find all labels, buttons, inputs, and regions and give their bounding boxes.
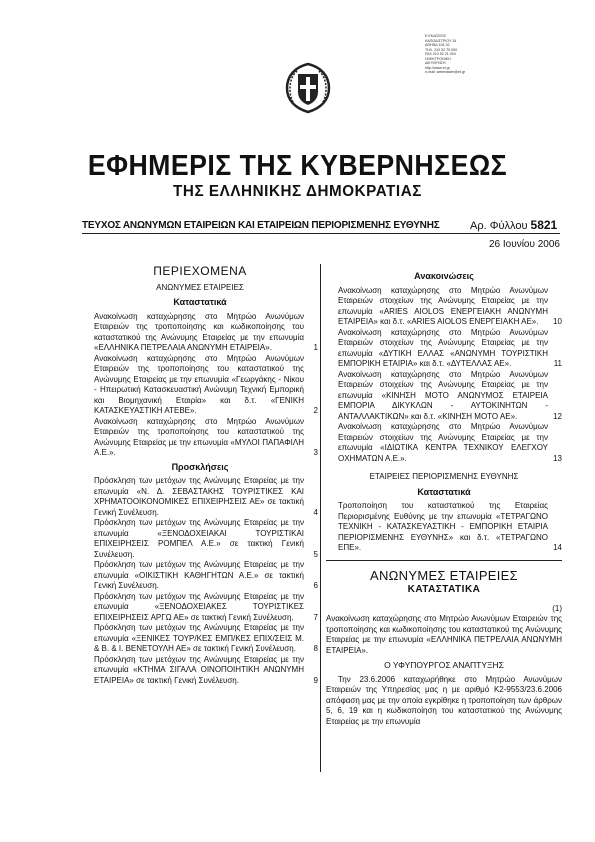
imprint-line: Ε.ΕΚΔΟΣΕΙΣ bbox=[425, 34, 447, 38]
page-number: 4 bbox=[313, 507, 318, 517]
publisher-imprint bbox=[425, 34, 485, 75]
contents-right-column bbox=[326, 268, 562, 727]
section-rule bbox=[326, 560, 562, 561]
page-number: 8 bbox=[313, 644, 318, 653]
invitations-heading: Προσκλήσεις bbox=[171, 461, 229, 472]
body-sub-heading: ΚΑΤΑΣΤΑΤΙΚΑ bbox=[407, 584, 481, 595]
page-number: 3 bbox=[313, 448, 318, 457]
imprint-line: FAX 210 52 21 004 bbox=[425, 52, 456, 56]
greek-coat-of-arms-icon bbox=[285, 62, 331, 114]
imprint-line: ΚΑΠΟΔΙΣΤΡΙΟΥ 34 bbox=[425, 38, 457, 43]
contents-entry[interactable]: Πρόσκληση των μετόχων της Ανώνυμης Εταιρείας με την επωνυμία «ΚΤΗΜΑ ΣΙΓΑΛΑ ΟΙΝΟΠΟΙΗΤΙΚΗ ΑΝΩΝΥΜΗ ΕΤΑΙΡΕΙΑ» σε τακτική Γενική Συνέλευση. 9 bbox=[94, 654, 318, 685]
page-number: 14 bbox=[553, 543, 562, 552]
issue-series: ΤΕΥΧΟΣ ΑΝΩΝΥΜΩΝ ΕΤΑΙΡΕΙΩΝ ΚΑΙ ΕΤΑΙΡΕΙΩΝ ΠΕΡΙΟΡΙΣΜΕΝΗΣ ΕΥΘΥΝΗΣ bbox=[82, 220, 440, 231]
imprint-line: ΤΗΛ. 210 52 79 000 bbox=[425, 47, 458, 52]
contents-entry[interactable]: Ανακοίνωση καταχώρησης στο Μητρώο Ανωνύμων Εταιρειών στοιχείων της Ανώνυμης Εταιρείας με την επωνυμία «ΙΔΙΩΤΙΚΑ ΚΕΝΤΡΑ ΤΕΧΝΙΚΟΥ ΕΛΕΓΧΟΥ ΟΧΗΜΑΤΩΝ Α.Ε.». 13 bbox=[338, 422, 562, 463]
body-paragraph: Την 23.6.2006 καταχωρήθηκε στο Μητρώο Ανωνύμων Εταιρειών της Υπηρεσίας μας η με αριθμό Κ2-9553/23.6.2006 απόφαση μας με την οποία εγκρίθηκε η τροποποίηση των άρθρων 5, 6, 19 και η κωδικοποίηση του καταστατικού της Ανώνυμης Εταιρείας με την επωνυμία bbox=[326, 674, 562, 726]
contents-title: ΠΕΡΙΕΧΟΜΕΝΑ bbox=[153, 264, 247, 278]
imprint-line: http://www.et.gr bbox=[425, 65, 450, 70]
page-number: 13 bbox=[553, 453, 562, 463]
imprint-line: ΔΙΕΥΘΥΝΣΗ: bbox=[425, 61, 447, 65]
contents-entry[interactable]: Πρόσκληση των μετόχων της Ανώνυμης Εταιρείας με την επωνυμία «ΞΕΝΙΚΕΣ ΤΟΥΡ/ΚΕΣ ΕΜΠ/ΚΕΣ ΕΠΙΧ/ΣΕΙΣ Μ. & Β. & Ι. ΒΕΝΕΤΟΥΛΗ ΑΕ» σε τακτική Γενική Συνέλευση. 8 bbox=[94, 623, 318, 653]
contents-entry[interactable]: Ανακοίνωση καταχώρησης στο Μητρώο Ανωνύμων Εταιρειών της τροποποίησης του καταστατικού της Ανώνυμης Εταιρείας με την επωνυμία «ΜΥΛΟΙ ΠΑΠΑΦΙΛΗ Α.Ε.». 3 bbox=[94, 416, 318, 457]
contents-entry[interactable]: Ανακοίνωση καταχώρησης στο Μητρώο Ανωνύμων Εταιρειών της τροποποίησης του καταστατικού της Ανώνυμης Εταιρείας με την επωνυμία «Γεωργάκης - Νίκου - Ηπειρωτική Κατασκευαστική Ανώνυμη Τεχνική Εμπορική και Βιομηχανική Εταιρία» και δ.τ. «ΓΕΝΙΚΗ ΚΑΤΑΣΚΕΥΑΣΤΙΚΗ ΑΤΕΒΕ». 2 bbox=[94, 353, 318, 415]
page-number: 12 bbox=[553, 411, 562, 421]
page-number: 5 bbox=[313, 549, 318, 559]
item-title: Ανακοίνωση καταχώρησης στο Μητρώο Ανωνύμων Εταιρειών της τροποποίησης και κωδικοποίησης του καταστατικού της Ανώνυμης Εταιρείας με την επωνυμία «ΕΛΛΗΝΙΚΑ ΠΕΤΡΕΛΑΙΑ ΑΝΩΝΥΜΗ ΕΤΑΙΡΕΙΑ». bbox=[326, 614, 562, 655]
column-divider bbox=[320, 264, 321, 772]
page-number: 7 bbox=[313, 612, 318, 622]
contents-entry[interactable]: Ανακοίνωση καταχώρησης στο Μητρώο Ανωνύμων Εταιρειών στοιχείων της Ανώνυμης Εταιρείας με την επωνυμία «ΔΥΤΙΚΗ ΕΛΛΑΣ «ΑΝΩΝΥΜΗ ΤΟΥΡΙΣΤΙΚΗ ΕΜΠΟΡΙΚΗ ΕΤΑΙΡΙΑ» και δ.τ. «ΔΥΤΕΛΛΑΣ ΑΕ». 11 bbox=[338, 327, 562, 368]
statutes-heading: Καταστατικά bbox=[173, 297, 227, 307]
contents-entry[interactable]: Τροποποίηση του καταστατικού της Εταιρείας Περιορισμένης Ευθύνης με την επωνυμία «ΤΕΤΡΑΓΩΝΟ ΤΕΧΝΙΚΗ - ΚΑΤΑΣΚΕΥΑΣΤΙΚΗ - ΕΜΠΟΡΙΚΗ ΕΤΑΙΡΙΑ ΠΕΡΙΟΡΙΣΜΕΝΗΣ ΕΥΘΥΝΗΣ» και δ.τ. «ΤΕΤΡΑΓΩΝΟ ΕΠΕ». 14 bbox=[338, 501, 562, 552]
contents-entry[interactable]: Ανακοίνωση καταχώρησης στο Μητρώο Ανωνύμων Εταιρειών στοιχείων της Ανώνυμης Εταιρείας με την επωνυμία «ARIES AIOLOS ΕΝΕΡΓΕΙΑΚΗ ΑΝΩΝΥΜΗ ΕΤΑΙΡΕΙΑ» και δ.τ. «ARIES AIOLOS ΕΝΕΡΓΕΙΑΚΗ ΑΕ». 10 bbox=[338, 285, 562, 326]
contents-left-column bbox=[82, 266, 318, 686]
page-number: 6 bbox=[313, 581, 318, 590]
gazette-subhead: ΤΗΣ ΕΛΛΗΝΙΚΗΣ ΔΗΜΟΚΡΑΤΙΑΣ bbox=[173, 183, 422, 200]
contents-entry[interactable]: Πρόσκληση των μετόχων της Ανώνυμης Εταιρείας με την επωνυμία «ΞΕΝΟΔΟΧΕΙΑΚΑΙ ΤΟΥΡΙΣΤΙΚΑΙ ΕΠΙΧΕΙΡΗΣΕΙΣ ΡΟΜΠΕΛ Α.Ε.» σε τακτική Γενική Συνέλευση. 5 bbox=[94, 518, 318, 559]
imprint-line: ΑΘΗΝΑ 104 32 bbox=[425, 43, 450, 47]
contents-entry[interactable]: Πρόσκληση των μετόχων της Ανώνυμης Εταιρείας με την επωνυμία «Ν. Δ. ΣΕΒΑΣΤΑΚΗΣ ΤΟΥΡΙΣΤΙΚΕΣ ΚΑΙ ΧΡΗΜΑΤΟΟΙΚΟΝΟΜΙΚΕΣ ΕΠΙΧΕΙΡΗΣΕΙΣ ΑΕ» σε τακτική Γενική Συνέλευση. 4 bbox=[94, 476, 318, 517]
contents-entry[interactable]: Πρόσκληση των μετόχων της Ανώνυμης Εταιρείας με την επωνυμία «ΞΕΝΟΔΟΧΕΙΑΚΕΣ ΤΟΥΡΙΣΤΙΚΕΣ ΕΠΙΧΕΙΡΗΣΕΙΣ ΑΡΓΩ ΑΕ» σε τακτική Γενική Συνέλευση. 7 bbox=[94, 591, 318, 622]
epe-statutes-heading: Καταστατικά bbox=[417, 486, 471, 497]
page-number: 9 bbox=[313, 675, 318, 685]
imprint-line: ΗΛΕΚΤΡΟΝΙΚΗ bbox=[425, 56, 451, 61]
contents-entry[interactable]: Ανακοίνωση καταχώρησης στο Μητρώο Ανωνύμων Εταιρειών της τροποποίησης και κωδικοποίησης του καταστατικού της Ανώνυμης Εταιρείας με την επωνυμία «ΕΛΛΗΝΙΚΑ ΠΕΤΡΕΛΑΙΑ ΑΝΩΝΥΜΗ ΕΤΑΙΡΕΙΑ». 1 bbox=[94, 311, 318, 352]
imprint-line: e-mail: webmaster@et.gr bbox=[425, 70, 466, 74]
epe-heading: ΕΤΑΙΡΕΙΕΣ ΠΕΡΙΟΡΙΣΜΕΝΗΣ ΕΥΘΥΝΗΣ bbox=[369, 472, 519, 481]
page-number: 1 bbox=[313, 343, 318, 352]
body-section-heading: ΑΝΩΝΥΜΕΣ ΕΤΑΙΡΕΙΕΣ bbox=[370, 567, 518, 583]
sheet-number-value: 5821 bbox=[530, 218, 558, 232]
sheet-label: Αρ. Φύλλου bbox=[470, 220, 528, 232]
header-rule bbox=[82, 233, 560, 234]
ministry-heading: Ο ΥΦΥΠΟΥΡΓΟΣ ΑΝΑΠΤΥΞΗΣ bbox=[384, 660, 504, 670]
sheet-number bbox=[470, 218, 557, 232]
page-number: 10 bbox=[553, 317, 562, 326]
sa-heading: ΑΝΩΝΥΜΕΣ ΕΤΑΙΡΕΙΕΣ bbox=[156, 282, 244, 292]
page-number: 2 bbox=[313, 406, 318, 415]
contents-entry[interactable]: Ανακοίνωση καταχώρησης στο Μητρώο Ανωνύμων Εταιρειών στοιχείων της Ανώνυμης Εταιρείας με την επωνυμία «ΚΙΝΗΣΗ ΜΟΤΟ ΑΝΩΝΥΜΟΣ ΕΤΑΙΡΕΙΑ ΕΜΠΟΡΙΑ ΔΙΚΥΚΛΩΝ - ΑΥΤΟΚΙΝΗΤΩΝ - ΑΝΤΑΛΛΑΚΤΙΚΩΝ» και δ.τ. «ΚΙΝΗΣΗ ΜΟΤΟ ΑΕ». 12 bbox=[338, 369, 562, 421]
contents-entry[interactable]: Πρόσκληση των μετόχων της Ανώνυμης Εταιρείας με την επωνυμία «ΟΙΚΙΣΤΙΚΗ ΚΑΘΗΓΗΤΩΝ Α.Ε.» σε τακτική Γενική Συνέλευση. 6 bbox=[94, 560, 318, 590]
item-number: (1) bbox=[552, 603, 562, 613]
issue-date: 26 Ιουνίου 2006 bbox=[489, 239, 560, 250]
page-number: 11 bbox=[553, 359, 562, 368]
gazette-masthead: ΕΦΗΜΕΡΙΣ ΤΗΣ ΚΥΒΕΡΝΗΣΕΩΣ bbox=[87, 150, 508, 182]
announcements-heading: Ανακοινώσεις bbox=[414, 271, 474, 281]
